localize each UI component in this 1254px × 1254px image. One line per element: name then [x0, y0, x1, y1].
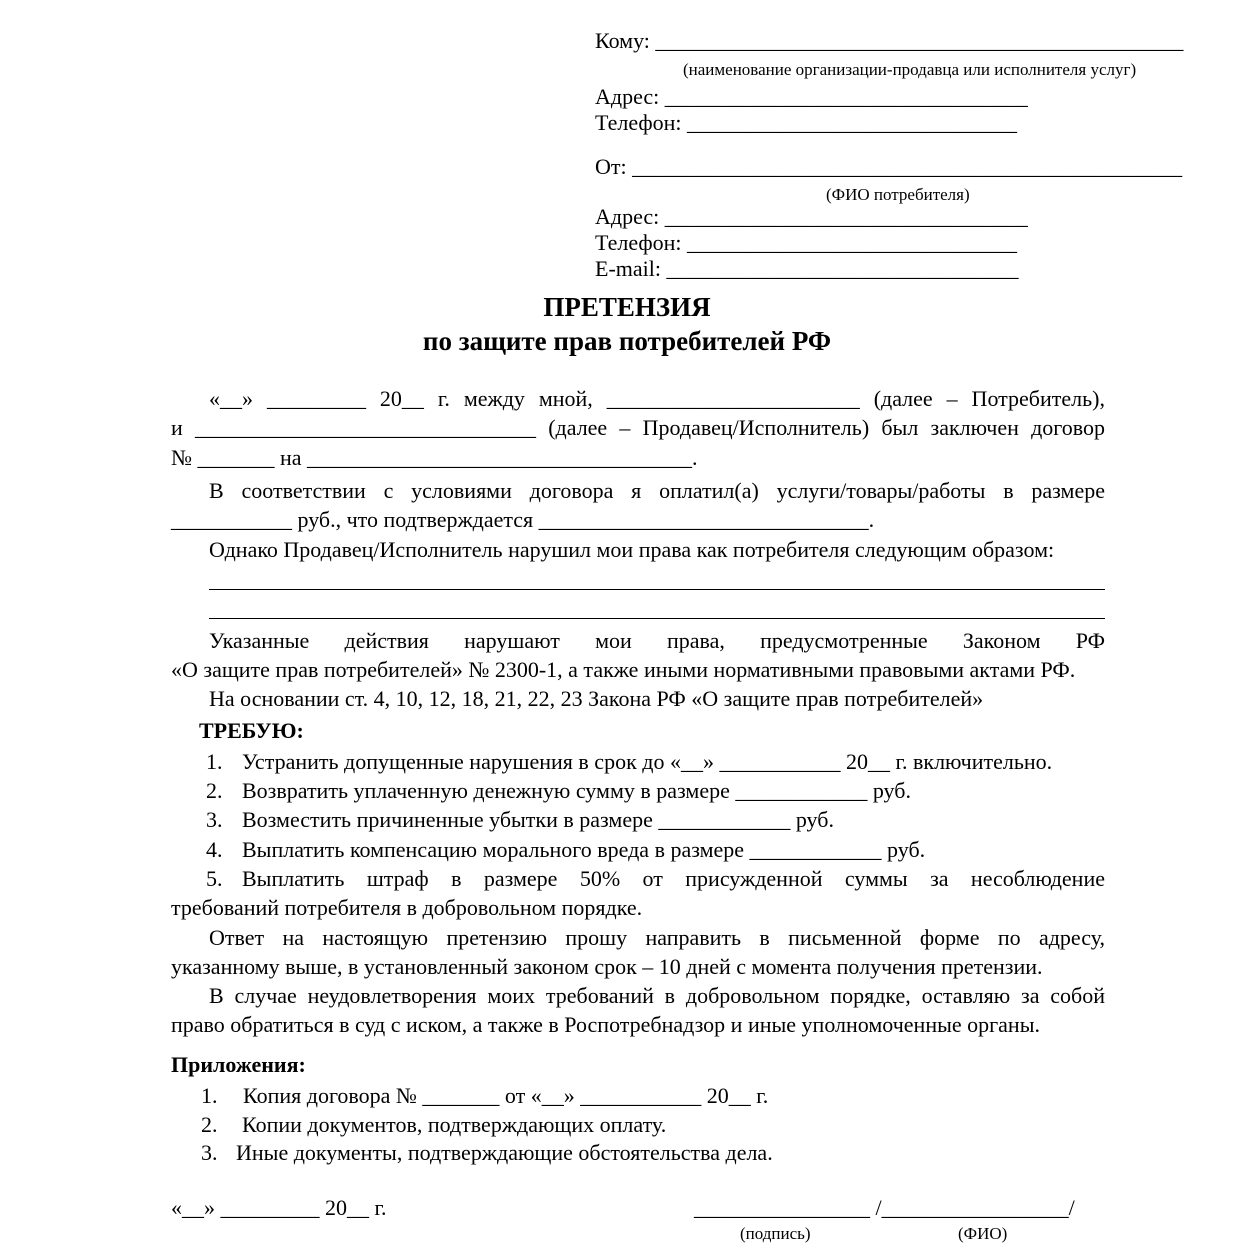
- demand-number: 4.: [206, 837, 223, 862]
- demand-text: Возместить причиненные убытки в размере ____________ руб.: [242, 807, 834, 832]
- demand-number: 2.: [206, 778, 223, 803]
- demand-text: Устранить допущенные нарушения в срок до «__» ___________ 20__ г. включительно.: [242, 749, 1053, 774]
- document-subtitle: по защите прав потребителей РФ: [422, 326, 832, 356]
- demand-5-continuation: требований потребителя в добровольном порядке.: [171, 895, 643, 920]
- demand-text: Выплатить штраф в размере 50% от присужденной суммы за несоблюдение: [242, 866, 1105, 891]
- attachment-item: [201, 1110, 666, 1139]
- sender-phone: Телефон: ______________________________: [595, 230, 1018, 255]
- paragraph-payment-line2: ___________ руб., что подтверждается ______________________________.: [171, 507, 875, 532]
- attachments-heading: Приложения:: [171, 1052, 306, 1077]
- sender-line: От: __________________________________________________: [595, 154, 1183, 179]
- paragraph-response-line1: Ответ на настоящую претензию прошу направить в письменной форме по адресу,: [209, 925, 1105, 950]
- violation-blank-line-1: [209, 589, 1105, 590]
- attachment-text: Копии документов, подтверждающих оплату.: [242, 1112, 667, 1137]
- sender-caption: (ФИО потребителя): [826, 185, 970, 204]
- demand-text: Выплатить компенсацию морального вреда в размере ____________ руб.: [242, 837, 926, 862]
- attachment-item: [201, 1081, 768, 1110]
- violation-blank-line-2: [209, 618, 1105, 619]
- demand-item: [206, 776, 911, 805]
- paragraph-response-line2: указанному выше, в установленный законом срок – 10 дней с момента получения претензии.: [171, 954, 1043, 979]
- name-caption: (ФИО): [958, 1224, 1008, 1243]
- paragraph-contract-line2: и _______________________________ (далее – Продавец/Исполнитель) был заключен договор: [171, 415, 1105, 440]
- paragraph-law-line1: Указанные действия нарушают мои права, предусмотренные Законом РФ: [209, 628, 1105, 653]
- demand-text: Возвратить уплаченную денежную сумму в размере ____________ руб.: [242, 778, 911, 803]
- attachment-item: [201, 1138, 773, 1167]
- attachment-text: Копия договора № _______ от «__» ___________ 20__ г.: [243, 1083, 769, 1108]
- signature-caption: (подпись): [740, 1224, 811, 1243]
- demand-number: 5.: [206, 866, 223, 891]
- demand-item: [206, 864, 1105, 893]
- attachment-number: 1.: [201, 1083, 218, 1108]
- paragraph-contract-line1: «__» _________ 20__ г. между мной, _______________________ (далее – Потребитель),: [209, 386, 1105, 411]
- paragraph-violation: Однако Продавец/Исполнитель нарушил мои права как потребителя следующим образом:: [209, 537, 1055, 562]
- paragraph-contract-line3: № _______ на ___________________________________.: [171, 445, 698, 470]
- recipient-address: Адрес: _________________________________: [595, 84, 1028, 109]
- demand-number: 3.: [206, 807, 223, 832]
- document-title: ПРЕТЕНЗИЯ: [543, 292, 711, 322]
- paragraph-court-line1: В случае неудовлетворения моих требований в добровольном порядке, оставляю за собой: [209, 983, 1105, 1008]
- paragraph-basis: На основании ст. 4, 10, 12, 18, 21, 22, 23 Закона РФ «О защите прав потребителей»: [209, 686, 984, 711]
- demand-item: [206, 747, 1052, 776]
- paragraph-court-line2: право обратиться в суд с иском, а также в Роспотребнадзор и иные уполномоченные органы.: [171, 1012, 1040, 1037]
- sender-address: Адрес: _________________________________: [595, 204, 1028, 229]
- demand-number: 1.: [206, 749, 223, 774]
- recipient-caption: (наименование организации-продавца или исполнителя услуг): [683, 60, 1137, 79]
- demand-heading: ТРЕБУЮ:: [199, 718, 304, 743]
- attachment-number: 2.: [201, 1112, 218, 1137]
- attachment-number: 3.: [201, 1140, 218, 1165]
- demand-item: [206, 835, 925, 864]
- paragraph-payment-line1: В соответствии с условиями договора я оплатил(а) услуги/товары/работы в размере: [209, 478, 1105, 503]
- paragraph-law-line2: «О защите прав потребителей» № 2300-1, а также иными нормативными правовыми актами РФ.: [171, 657, 1076, 682]
- demand-item: [206, 805, 834, 834]
- signature-date: «__» _________ 20__ г.: [171, 1195, 387, 1220]
- attachment-text: Иные документы, подтверждающие обстоятельства дела.: [236, 1140, 773, 1165]
- recipient-line: Кому: ________________________________________________: [595, 28, 1184, 53]
- recipient-phone: Телефон: ______________________________: [595, 110, 1018, 135]
- sender-email: E-mail: ________________________________: [595, 256, 1019, 281]
- signature-line: ________________ /_________________/: [694, 1195, 1075, 1220]
